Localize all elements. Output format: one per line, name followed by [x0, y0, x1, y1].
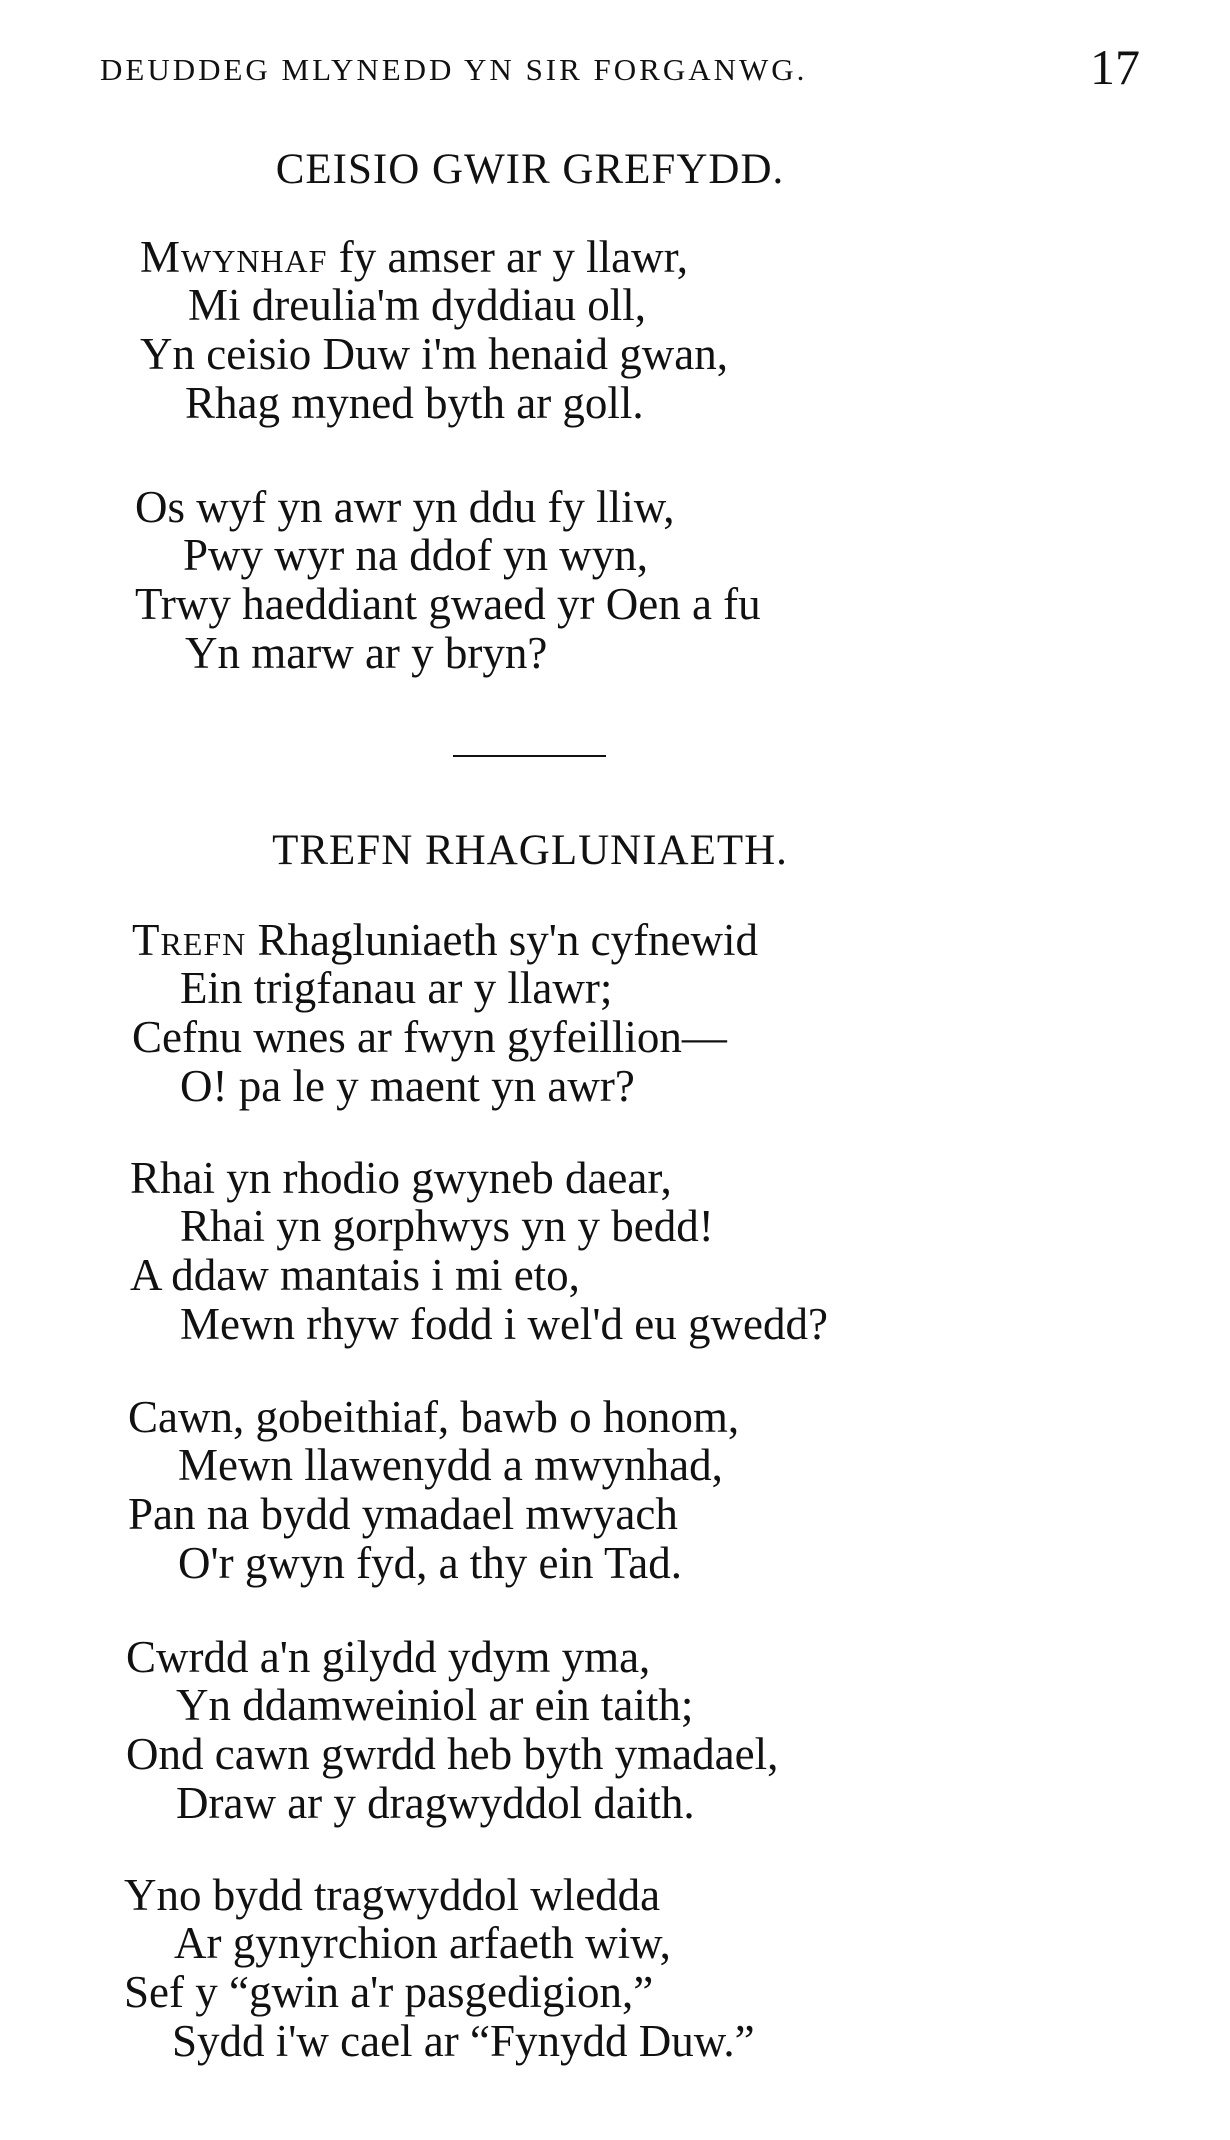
verse-line: Ond cawn gwrdd heb byth ymadael,: [126, 1729, 779, 1779]
verse-line: Yno bydd tragwyddol wledda: [124, 1870, 661, 1920]
running-title: DEUDDEG MLYNEDD YN SIR FORGANWG.: [100, 52, 808, 87]
verse-line: Rhai yn gorphwys yn y bedd!: [180, 1201, 714, 1251]
verse-line: [132, 915, 758, 965]
initial-word: Trefn: [132, 915, 247, 965]
verse-line: O'r gwyn fyd, a thy ein Tad.: [178, 1538, 683, 1588]
verse-line: Yn ddamweiniol ar ein taith;: [176, 1680, 694, 1730]
verse-line: A ddaw mantais i mi eto,: [130, 1250, 580, 1300]
line-text: Rhagluniaeth sy'n cyfnewid: [246, 915, 759, 965]
section-separator-rule: [453, 755, 606, 757]
verse-line: Mi dreulia'm dyddiau oll,: [188, 280, 647, 330]
verse-line: Rhai yn rhodio gwyneb daear,: [130, 1153, 672, 1203]
verse-line: Cwrdd a'n gilydd ydym yma,: [126, 1632, 651, 1682]
verse-line: O! pa le y maent yn awr?: [180, 1061, 635, 1111]
verse-line: Draw ar y dragwyddol daith.: [176, 1778, 695, 1828]
verse-line: Ar gynyrchion arfaeth wiw,: [174, 1918, 671, 1968]
verse-line: [140, 232, 688, 282]
verse-line: Os wyf yn awr yn ddu fy lliw,: [135, 482, 675, 532]
verse-line: Sydd i'w cael ar “Fynydd Duw.”: [172, 2016, 755, 2066]
verse-line: Yn ceisio Duw i'm henaid gwan,: [140, 329, 728, 379]
verse-line: Mewn llawenydd a mwynhad,: [178, 1440, 723, 1490]
verse-line: Pwy wyr na ddof yn wyn,: [183, 530, 648, 580]
verse-line: Trwy haeddiant gwaed yr Oen a fu: [135, 579, 761, 629]
verse-line: Mewn rhyw fodd i wel'd eu gwedd?: [180, 1299, 828, 1349]
line-text: fy amser ar y llawr,: [327, 232, 689, 282]
verse-line: Ein trigfanau ar y llawr;: [180, 963, 613, 1013]
verse-line: Cefnu wnes ar fwyn gyfeillion—: [132, 1012, 727, 1062]
verse-line: Yn marw ar y bryn?: [185, 628, 548, 678]
verse-line: Cawn, gobeithiaf, bawb o honom,: [128, 1392, 740, 1442]
page-number: 17: [1090, 39, 1140, 95]
poem-title-ceisio-gwir-grefydd: CEISIO GWIR GREFYDD.: [275, 146, 785, 193]
initial-word: Mwynhaf: [140, 232, 328, 282]
verse-line: Pan na bydd ymadael mwyach: [128, 1489, 678, 1539]
verse-line: Sef y “gwin a'r pasgedigion,”: [124, 1967, 654, 2017]
poem-title-trefn-rhagluniaeth: TREFN RHAGLUNIAETH.: [272, 827, 788, 874]
running-head: [100, 39, 1140, 95]
verse-line: Rhag myned byth ar goll.: [185, 378, 644, 428]
